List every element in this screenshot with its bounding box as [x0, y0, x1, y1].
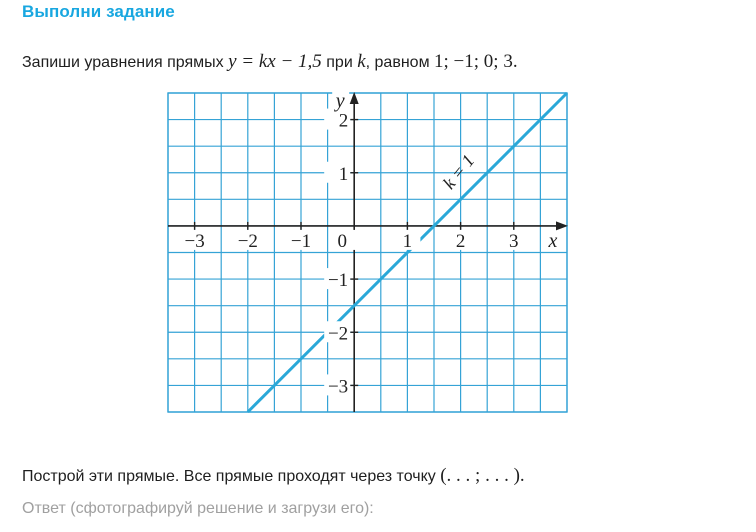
y-tick-label: 2 — [338, 110, 349, 132]
grid — [168, 93, 567, 412]
x-tick-label: 1 — [402, 230, 413, 252]
x-tick-label: −2 — [237, 230, 258, 252]
x-axis-arrow — [556, 221, 568, 230]
answer-label: Ответ (сфотографируй решение и загрузи его): — [22, 500, 374, 517]
statement-middle: при — [321, 54, 358, 71]
task-title: Выполни задание — [22, 2, 175, 21]
statement-equation: y = kx − 1,5 — [228, 51, 322, 72]
y-axis-label: y — [335, 90, 345, 112]
x-axis-label: x — [548, 229, 558, 252]
coordinate-plot — [165, 90, 570, 415]
statement-k-symbol: k — [357, 51, 366, 72]
x-tick-label: 3 — [509, 230, 519, 252]
y-tick-label: −2 — [327, 323, 349, 345]
construct-text: Построй эти прямые. Все прямые проходят через точку — [22, 468, 441, 485]
x-tick-label: −1 — [290, 230, 312, 252]
construct-instruction — [22, 466, 525, 487]
task-statement — [22, 52, 518, 73]
y-tick-label: −3 — [327, 376, 349, 398]
x-tick-label: 2 — [455, 230, 466, 252]
point-placeholder: (. . . ; . . . ). — [440, 465, 525, 486]
statement-prefix: Запиши уравнения прямых — [22, 54, 229, 71]
y-tick-label: 1 — [338, 163, 349, 185]
x-tick-label: 0 — [337, 230, 347, 252]
y-tick-label: −1 — [327, 270, 349, 292]
y-axis-arrow — [350, 92, 359, 104]
statement-k-values: 1; −1; 0; 3. — [434, 51, 518, 72]
x-tick-label: −3 — [184, 230, 205, 252]
series-label: k = 1 — [438, 150, 479, 193]
tick-labels — [182, 90, 562, 397]
statement-suffix: , равном — [365, 54, 435, 71]
